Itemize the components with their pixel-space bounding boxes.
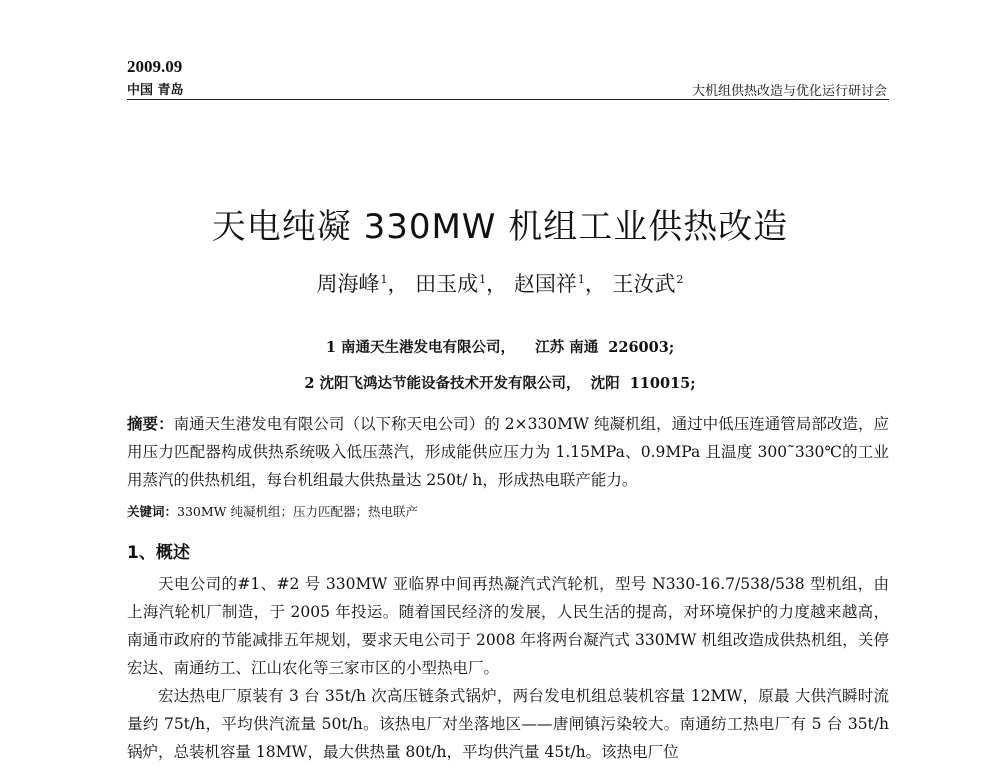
abstract-text: 南通天生港发电有限公司（以下称天电公司）的 2×330MW 纯凝机组，通过中低压连通管局部改造，应用压力匹配器构成供热系统吸入低压蒸汽，形成能供应压力为 1.15MPa、0.9MPa 且温度 300˜330℃的工业用蒸汽的供热机组，每台机组最大供热量达 250t/ h，形成热电联产能力。 [127,415,889,489]
author-affil-mark: 2 [676,273,684,286]
header-conference: 大机组供热改造与优化运行研讨会 [691,84,887,99]
author-list [0,268,1000,298]
abstract [127,410,889,494]
keywords-label: 关键词： [127,504,178,519]
body-paragraph: 天电公司的#1、#2 号 330MW 亚临界中间再热凝汽式汽轮机，型号 N330-16.7/538/538 型机组，由上海汽轮机厂制造，于 2005 年投运。随着国民经济的发展，人民生活的提高，对环境保护的力度越来越高，南通市政府的节能减排五年规划，要求天电公司于 2008 年将两台凝汽式 330MW 机组改造成供热机组，关停宏达、南通纺工、江山农化等三家市区的小型热电厂。 [127,575,889,677]
author-name: 周海峰 [316,272,380,296]
author-name: 王汝武 [612,272,676,296]
keywords [127,502,418,520]
author-sep: ， [486,272,508,296]
abstract-label: 摘要： [127,414,174,433]
author-name: 赵国祥 [513,272,577,296]
header-location: 中国 青岛 [127,83,184,98]
affiliation-1: 1 南通天生港发电有限公司， 江苏 南通 226003; [325,339,675,356]
keywords-text: 330MW 纯凝机组；压力匹配器；热电联产 [177,504,418,519]
author-affil-mark: 1 [479,273,487,286]
affiliation-2: 2 沈阳飞鸿达节能设备技术开发有限公司， 沈阳 110015; [304,375,696,392]
author-sep: ， [387,272,409,296]
author-name: 田玉成 [415,272,479,296]
header-date: 2009.09 [127,57,183,76]
author-affil-mark: 1 [380,273,388,286]
author-affil-mark: 1 [577,273,585,286]
body-paragraph: 宏达热电厂原装有 3 台 35t/h 次高压链条式锅炉，两台发电机组总装机容量 12MW，原最 大供汽瞬时流量约 75t/h，平均供汽流量 50t/h。该热电厂对坐落地区——唐闸镇污染较大。南通纺工热电厂有 5 台 35t/h 锅炉，总装机容量 18MW，最大供热量 80t/h，平均供汽量 45t/h。该热电厂位 [127,687,889,761]
header-rule [127,99,889,100]
section-heading: 1、概述 [127,543,190,563]
author-sep: ， [584,272,606,296]
paper-title: 天电纯凝 330MW 机组工业供热改造 [211,207,789,247]
